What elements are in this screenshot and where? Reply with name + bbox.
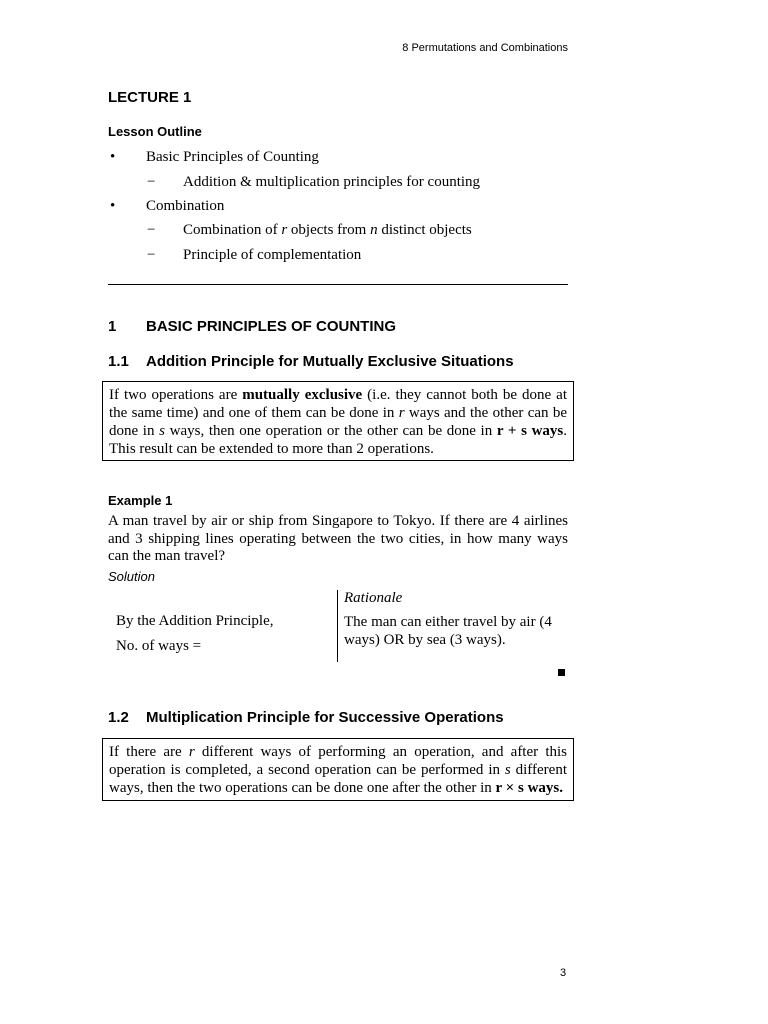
example-1-question: A man travel by air or ship from Singapore to Tokyo. If there are 4 airlines and 3 shipping lines operating between the two cities, in how many ways can the man travel? (108, 513, 568, 564)
section-number: 1.2 (108, 709, 129, 726)
dash-icon: − (147, 247, 156, 263)
rationale-title: Rationale (344, 590, 403, 606)
bullet-icon: • (110, 198, 116, 214)
addition-principle-box: If two operations are mutually exclusive (i.e. they cannot both be done at the same time) and one of them can be done in r ways and the other can be done in s ways, then one operation or the other can be done in r + s ways. This result can be extended to more than 2 operations. (102, 381, 574, 461)
rationale-divider (337, 590, 338, 662)
rationale-text: The man can either travel by air (4 ways) OR by sea (3 ways). (344, 614, 552, 648)
solution-line-2: No. of ways = (116, 638, 202, 654)
dash-icon: − (147, 222, 156, 238)
end-of-example-square-icon (558, 669, 565, 676)
dash-icon: − (147, 174, 156, 190)
section-title: Multiplication Principle for Successive Operations (146, 709, 504, 726)
outline-item-text: Basic Principles of Counting (146, 149, 319, 165)
solution-label: Solution (108, 569, 155, 584)
section-title: BASIC PRINCIPLES OF COUNTING (146, 318, 397, 335)
lecture-title: LECTURE 1 (108, 89, 192, 106)
section-number: 1 (108, 318, 117, 335)
bullet-icon: • (110, 149, 116, 165)
outline-item-text: Combination (146, 198, 225, 214)
horizontal-divider (108, 284, 568, 285)
section-title: Addition Principle for Mutually Exclusive Situations (146, 353, 514, 370)
outline-item-text: Addition & multiplication principles for counting (183, 174, 481, 190)
example-1-title: Example 1 (108, 493, 173, 508)
outline-item-text: Principle of complementation (183, 247, 362, 263)
outline-heading: Lesson Outline (108, 124, 202, 139)
section-number: 1.1 (108, 353, 129, 370)
multiplication-principle-box: If there are r different ways of performing an operation, and after this operation is completed, a second operation can be performed in s different ways, then the two operations can be done one after the other in r × s ways. (102, 738, 574, 801)
outline-item-text: Combination of r objects from n distinct objects (183, 222, 472, 238)
running-header: 8 Permutations and Combinations (402, 42, 568, 54)
solution-line-1: By the Addition Principle, (116, 613, 274, 629)
page-number: 3 (560, 967, 567, 979)
